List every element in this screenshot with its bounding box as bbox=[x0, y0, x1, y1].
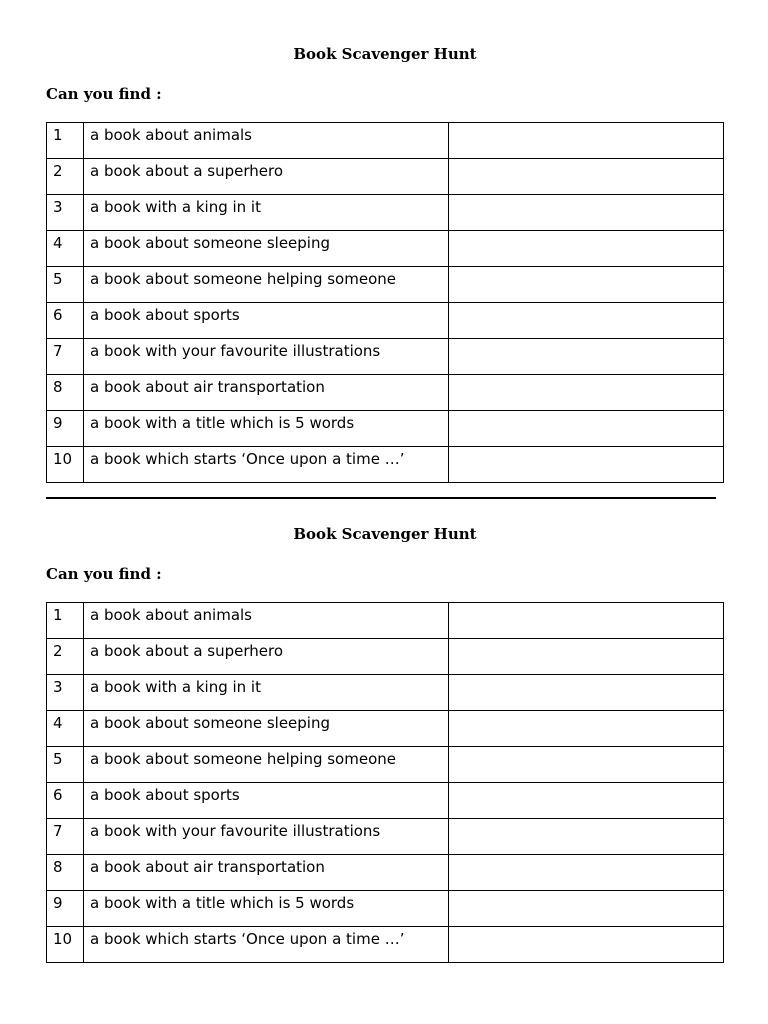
answer-cell[interactable] bbox=[449, 339, 724, 375]
answer-cell[interactable] bbox=[449, 819, 724, 855]
table-row bbox=[47, 891, 724, 927]
answer-cell[interactable] bbox=[449, 747, 724, 783]
row-item: a book about a superhero bbox=[84, 159, 449, 195]
row-item: a book about sports bbox=[84, 303, 449, 339]
answer-cell[interactable] bbox=[449, 375, 724, 411]
answer-cell[interactable] bbox=[449, 159, 724, 195]
row-item: a book about animals bbox=[84, 123, 449, 159]
row-item: a book about someone sleeping bbox=[84, 231, 449, 267]
row-item: a book with a king in it bbox=[84, 675, 449, 711]
row-number: 6 bbox=[47, 783, 84, 819]
row-number: 5 bbox=[47, 267, 84, 303]
row-item: a book about air transportation bbox=[84, 855, 449, 891]
row-number: 2 bbox=[47, 159, 84, 195]
table-row bbox=[47, 195, 724, 231]
row-item: a book with a king in it bbox=[84, 195, 449, 231]
row-number: 6 bbox=[47, 303, 84, 339]
answer-cell[interactable] bbox=[449, 195, 724, 231]
row-number: 4 bbox=[47, 231, 84, 267]
answer-cell[interactable] bbox=[449, 231, 724, 267]
answer-cell[interactable] bbox=[449, 927, 724, 963]
row-item: a book about someone sleeping bbox=[84, 711, 449, 747]
row-number: 5 bbox=[47, 747, 84, 783]
table-row bbox=[47, 639, 724, 675]
row-number: 3 bbox=[47, 675, 84, 711]
row-item: a book about a superhero bbox=[84, 639, 449, 675]
worksheet-title: Book Scavenger Hunt bbox=[293, 45, 477, 63]
answer-cell[interactable] bbox=[449, 411, 724, 447]
row-number: 7 bbox=[47, 339, 84, 375]
table-row bbox=[47, 303, 724, 339]
table-row bbox=[47, 927, 724, 963]
worksheet-prompt: Can you find : bbox=[46, 565, 162, 583]
row-number: 8 bbox=[47, 855, 84, 891]
table-row bbox=[47, 123, 724, 159]
answer-cell[interactable] bbox=[449, 303, 724, 339]
row-item: a book with a title which is 5 words bbox=[84, 411, 449, 447]
table-row bbox=[47, 375, 724, 411]
table-row bbox=[47, 675, 724, 711]
answer-cell[interactable] bbox=[449, 639, 724, 675]
table-row bbox=[47, 339, 724, 375]
answer-cell[interactable] bbox=[449, 447, 724, 483]
answer-cell[interactable] bbox=[449, 603, 724, 639]
row-number: 2 bbox=[47, 639, 84, 675]
row-number: 7 bbox=[47, 819, 84, 855]
row-number: 1 bbox=[47, 123, 84, 159]
table-row bbox=[47, 603, 724, 639]
scavenger-table bbox=[46, 122, 724, 483]
section-divider bbox=[46, 497, 716, 499]
row-item: a book with your favourite illustrations bbox=[84, 339, 449, 375]
table-row bbox=[47, 819, 724, 855]
answer-cell[interactable] bbox=[449, 123, 724, 159]
row-item: a book about someone helping someone bbox=[84, 747, 449, 783]
row-item: a book with your favourite illustrations bbox=[84, 819, 449, 855]
table-row bbox=[47, 747, 724, 783]
table-row bbox=[47, 783, 724, 819]
row-item: a book about animals bbox=[84, 603, 449, 639]
row-item: a book which starts ‘Once upon a time …’ bbox=[84, 927, 449, 963]
answer-cell[interactable] bbox=[449, 783, 724, 819]
table-row bbox=[47, 855, 724, 891]
row-number: 3 bbox=[47, 195, 84, 231]
row-number: 4 bbox=[47, 711, 84, 747]
table-row bbox=[47, 711, 724, 747]
answer-cell[interactable] bbox=[449, 855, 724, 891]
worksheet-title: Book Scavenger Hunt bbox=[293, 525, 477, 543]
row-number: 10 bbox=[47, 927, 84, 963]
table-row bbox=[47, 159, 724, 195]
answer-cell[interactable] bbox=[449, 711, 724, 747]
row-number: 1 bbox=[47, 603, 84, 639]
worksheet-bottom bbox=[46, 524, 724, 966]
worksheet-prompt: Can you find : bbox=[46, 85, 162, 103]
row-number: 10 bbox=[47, 447, 84, 483]
table-row bbox=[47, 231, 724, 267]
row-item: a book which starts ‘Once upon a time …’ bbox=[84, 447, 449, 483]
table-row bbox=[47, 447, 724, 483]
row-number: 9 bbox=[47, 891, 84, 927]
table-row bbox=[47, 267, 724, 303]
row-item: a book with a title which is 5 words bbox=[84, 891, 449, 927]
table-row bbox=[47, 411, 724, 447]
row-item: a book about sports bbox=[84, 783, 449, 819]
answer-cell[interactable] bbox=[449, 267, 724, 303]
row-item: a book about someone helping someone bbox=[84, 267, 449, 303]
scavenger-table bbox=[46, 602, 724, 963]
row-item: a book about air transportation bbox=[84, 375, 449, 411]
row-number: 9 bbox=[47, 411, 84, 447]
worksheet-top bbox=[46, 44, 724, 486]
answer-cell[interactable] bbox=[449, 675, 724, 711]
answer-cell[interactable] bbox=[449, 891, 724, 927]
row-number: 8 bbox=[47, 375, 84, 411]
